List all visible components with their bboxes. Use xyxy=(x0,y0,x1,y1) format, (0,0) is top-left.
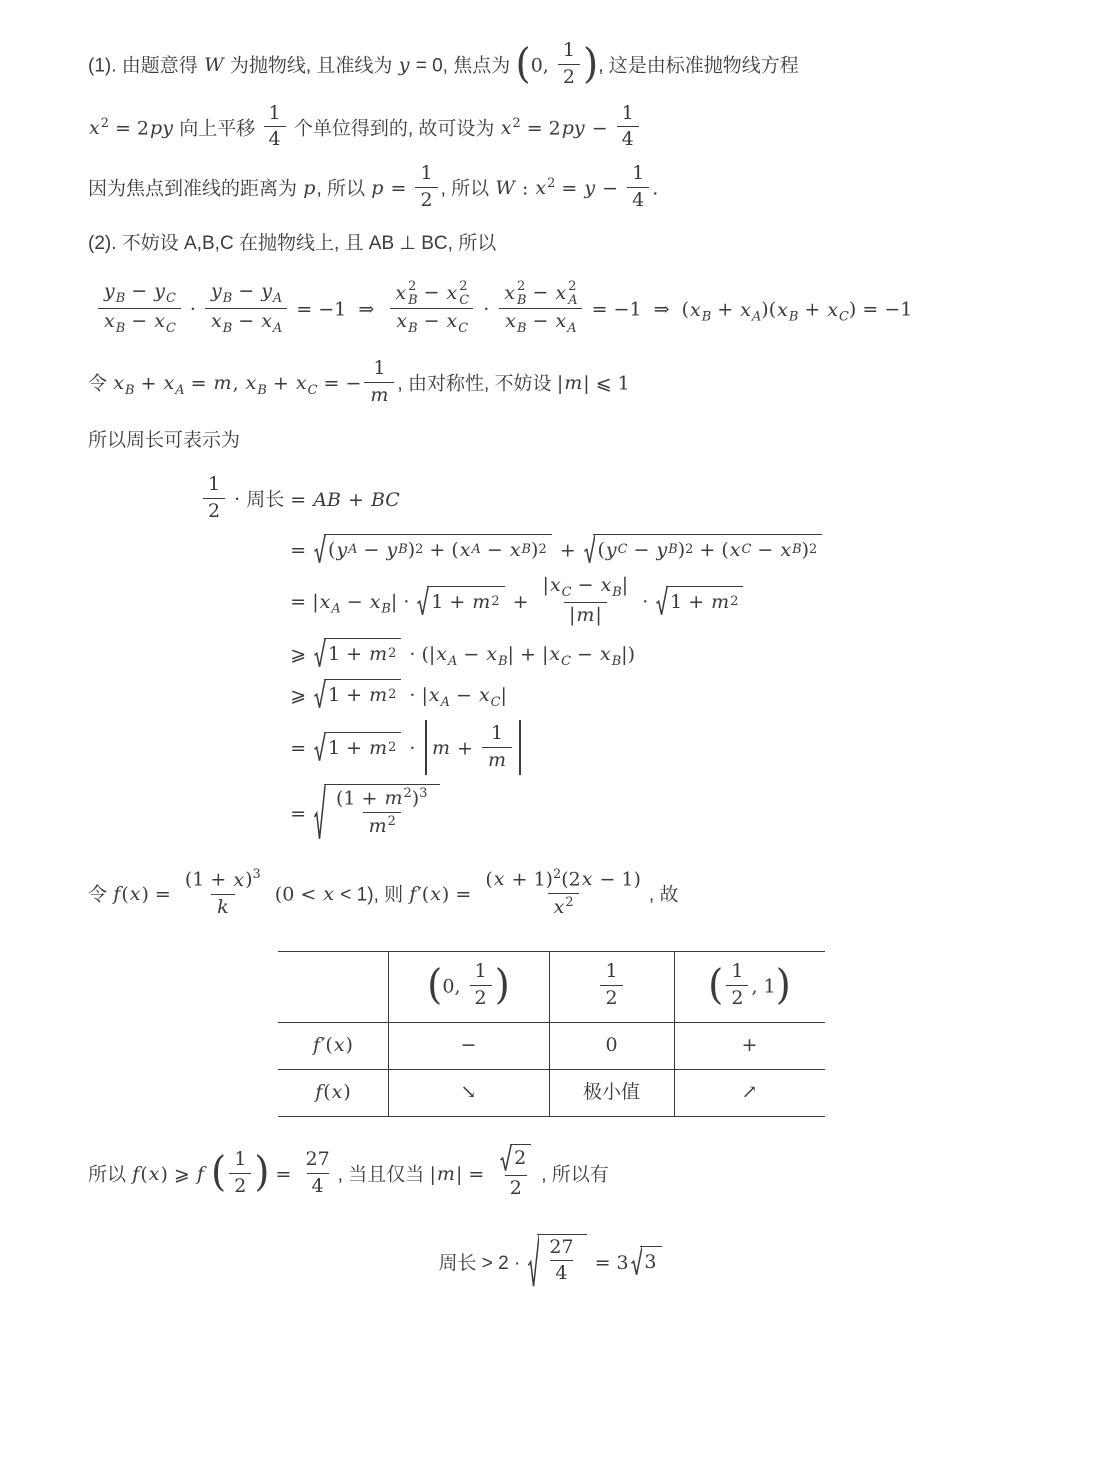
table-cell: ↘ xyxy=(388,1069,549,1116)
table-cell: f′(x) xyxy=(278,1023,389,1070)
para-perimeter-intro: 所以周长可表示为 xyxy=(88,429,241,451)
table-cell: $\frac{1}{2}$ xyxy=(549,951,674,1023)
table-row-1 xyxy=(278,1023,825,1070)
table-cell: ↗ xyxy=(674,1069,825,1116)
table-cell: 极小值 xyxy=(549,1069,674,1116)
table-cell: ( $\frac{1}{2}$ , 1) xyxy=(674,951,825,1023)
para-focal-distance: 因为焦点到准线的距离为 p, 所以 p = $\frac{1}{2}$ , 所以 W : $x^2 = y$ − $\frac{1}{4}$ . xyxy=(88,163,1102,216)
table-cell: − xyxy=(388,1023,549,1070)
para-part2-setup: (2). 不妨设 A,B,C 在抛物线上, 且 AB ⊥ BC, 所以 xyxy=(88,232,497,254)
derivation-rhs-5: = 1 + m 2 · m + $\frac{1}{m}$ xyxy=(290,722,824,777)
table-row-0 xyxy=(278,951,825,1023)
para-parabola-setup: (1). 由题意得 W 为抛物线, 且准线为 y = 0, 焦点为 (0, $\frac{1}{2}$ ), 这是由标准抛物线方程 xyxy=(88,0,1102,93)
table-cell: 0 xyxy=(549,1023,674,1070)
table-cell xyxy=(278,951,389,1023)
para-define-f: 令 f(x) = $\frac{(1 + x)^3}{k}$ (0 < x < 1), 则 f′(x) = $\frac{(x + 1)^2(2x - 1)}{x^2}$ , 故 xyxy=(88,868,1102,923)
para-let-m: 令 $x_B + x_A = m$, $x_B + x_C$ = − $\frac{1}{m}$ , 由对称性, 不妨设 |m| ⩽ 1 xyxy=(88,358,1102,411)
para-f-minimum: 所以 f(x) ⩾ f ( $\frac{1}{2}$ ) = $\frac{27}{4}$ , 当且仅当 |m| = $\frac{2}{2}$ , 所以有 xyxy=(88,1147,1102,1204)
table-cell: (0, $\frac{1}{2}$ ) xyxy=(388,951,549,1023)
derivation-rhs-3: ⩾ 1 + m 2 · $(|x_A - x_B| + |x_C - x_B|)$ xyxy=(290,640,824,672)
derivation-rhs-1: = ( y A − y B ) 2 + ( x A − x B ) 2 + ( y C − y B ) 2 + ( x C − x B ) 2 xyxy=(290,536,824,567)
derivation-rhs-2: = $|x_A - x_B|$ · 1 + m 2 + $\frac{|x_C - x_B|}{|m|}$ · 1 + m 2 xyxy=(290,575,824,631)
perimeter-derivation xyxy=(200,474,824,844)
derivation-rhs-4: ⩾ 1 + m 2 · $|x_A - x_C|$ xyxy=(290,681,824,713)
table-cell: f(x) xyxy=(278,1069,389,1116)
derivation-lhs-0: $\frac{1}{2}$ · 周长 xyxy=(200,474,290,527)
para-vertical-shift: $x^2 = 2py$ 向上平移 $\frac{1}{4}$ 个单位得到的, 故可设为 $x^2 = 2py$ − $\frac{1}{4}$ xyxy=(88,103,1102,156)
table-row-2 xyxy=(278,1069,825,1116)
monotonicity-table xyxy=(278,951,825,1117)
derivation-rhs-0: = AB + BC xyxy=(290,488,400,511)
eq-perimeter-conclusion: 周长 > 2 · $\frac{27}{4}$ = 3 3 xyxy=(0,1236,1102,1292)
derivation-rhs-6: = $\frac{(1 + m^2)^3}{m^2}$ xyxy=(290,786,824,844)
table-cell: + xyxy=(674,1023,825,1070)
eq-slope-product: $\frac{y_B - y_C}{x_B - x_C}$ · $\frac{y_B - y_A}{x_B - x_A}$ = −1 ⇒ x 2 B − x 2 C $x_B - x_C$ · x 2 B − x 2 A $x_B - x_A$ = −1 ⇒ $(x_B + x_A)(x_B + x_C) = -1$ xyxy=(95,281,1102,340)
